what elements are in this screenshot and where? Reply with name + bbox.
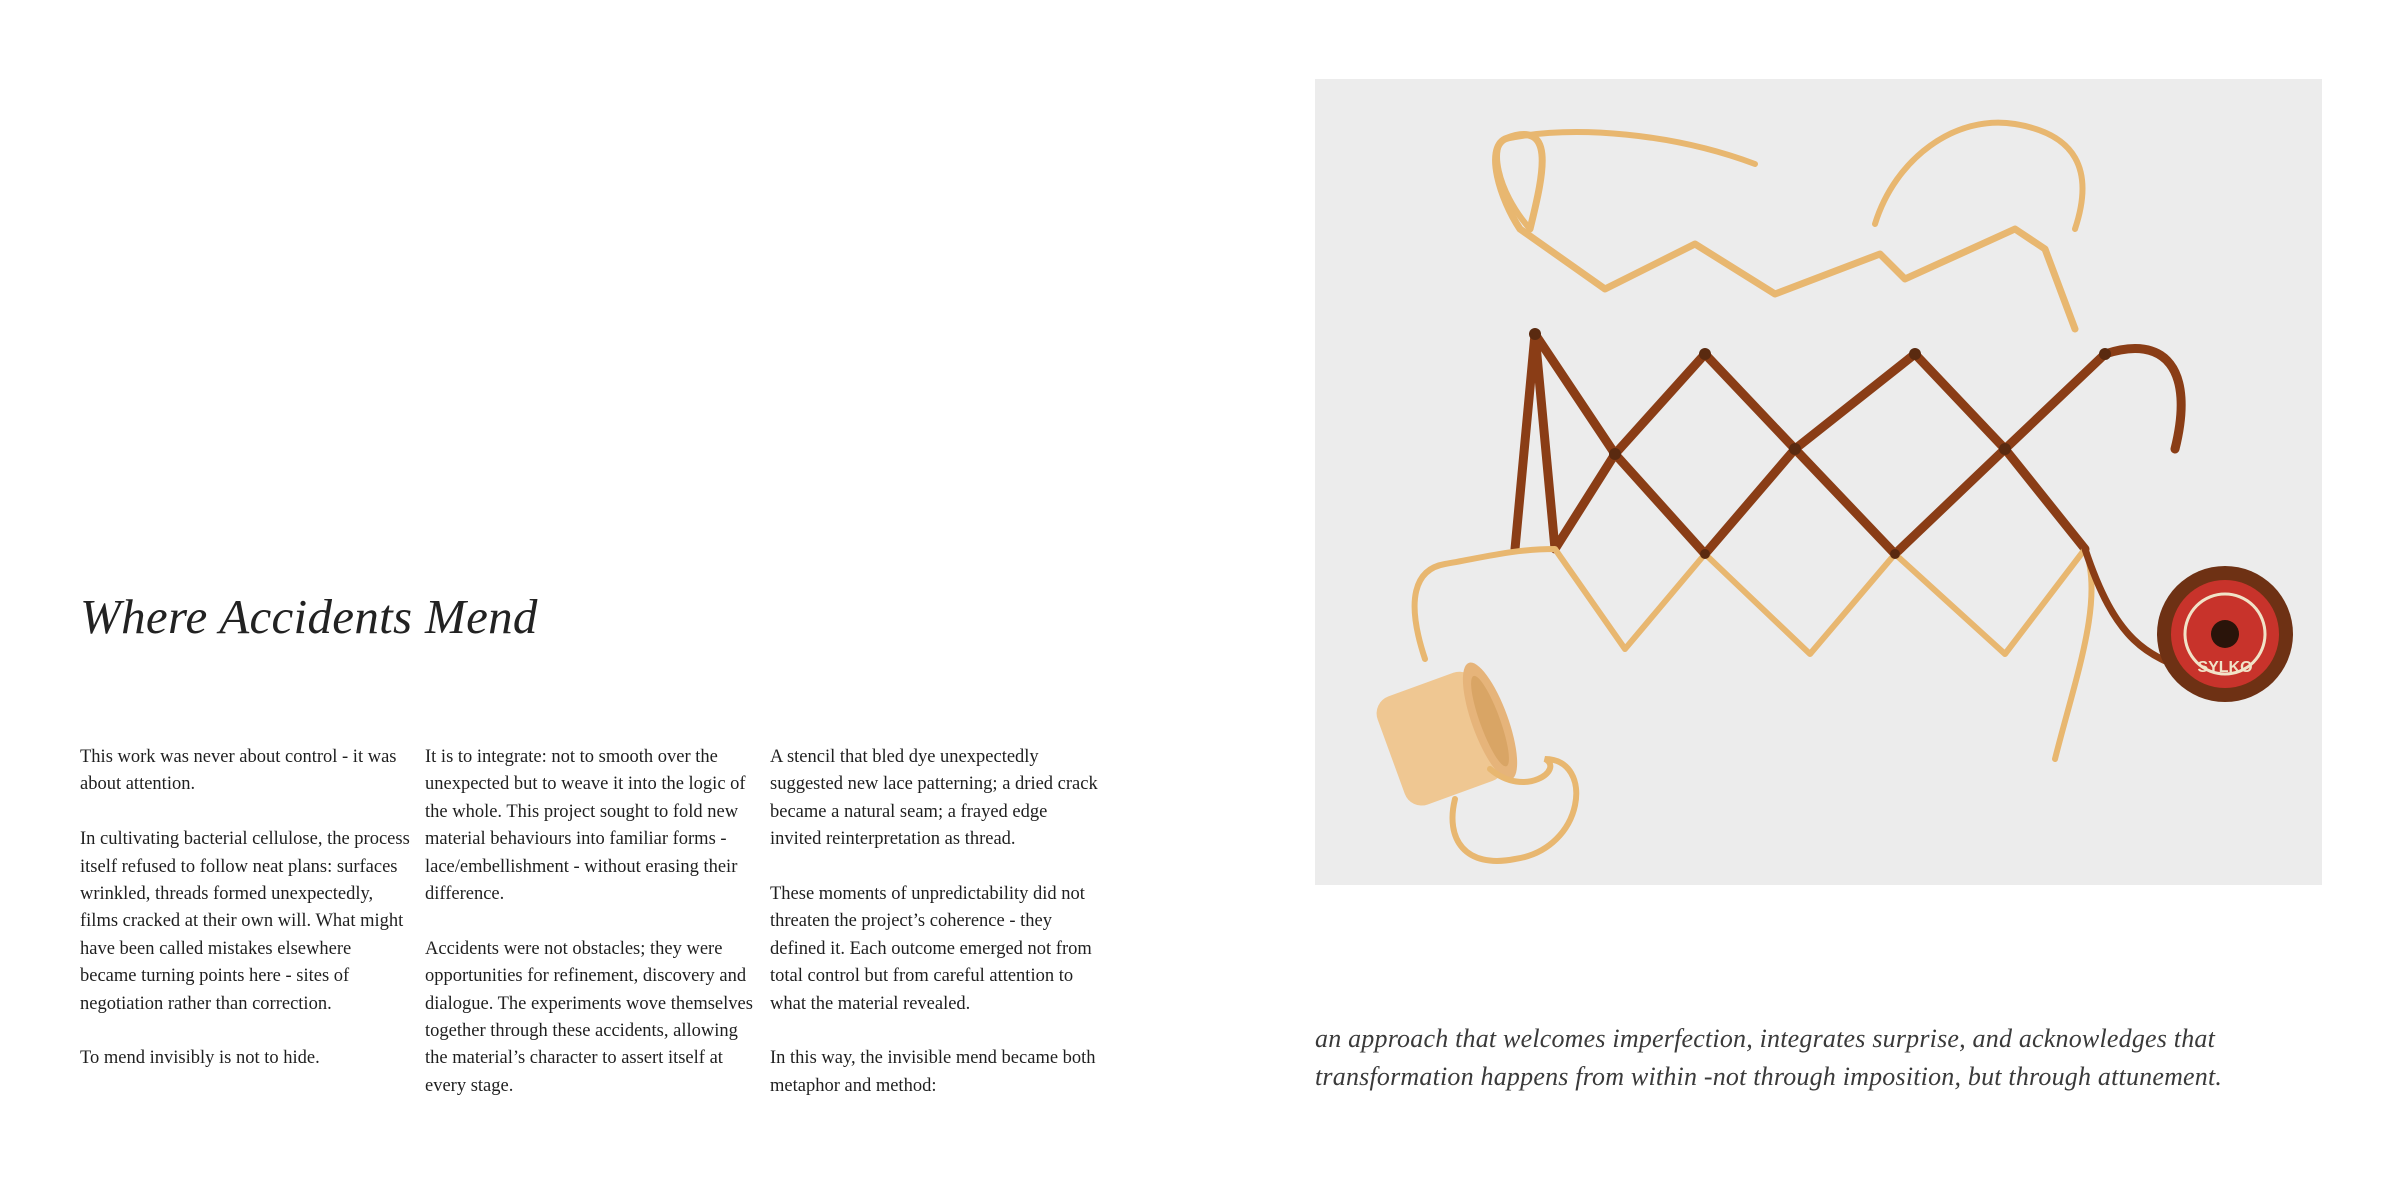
- bead: [1890, 549, 1900, 559]
- caption: [1315, 1020, 2355, 1096]
- paragraph: Accidents were not obstacles; they were opportunities for refinement, discovery and dialogue. The experiments wove themselves together through these accidents, allowing the material’s character to assert itself at every stage.: [425, 938, 753, 1096]
- spool-label-text: SYLKO: [2197, 659, 2253, 676]
- lace-illustration: [1315, 79, 2322, 885]
- bead: [1789, 443, 1801, 455]
- dark-thread-lattice: [1515, 334, 2181, 554]
- text-column-1: [80, 744, 410, 1100]
- page-title: Where Accidents Mend: [80, 589, 538, 644]
- spool-hole: [2211, 620, 2239, 648]
- paragraph: To mend invisibly is not to hide.: [80, 1048, 320, 1069]
- caption-line-2: transformation happens from within -not through imposition, but through attunement.: [1315, 1062, 2223, 1091]
- bead: [1700, 549, 1710, 559]
- text-column-3: [770, 744, 1100, 1128]
- bead: [2099, 348, 2111, 360]
- light-thread-lower: [1415, 549, 2092, 759]
- paragraph: In cultivating bacterial cellulose, the process itself refused to follow neat plans: surfaces wrinkled, threads formed unexpectedly, films cracked at their own will. What might have been called mistakes elsewhere became turning points here - sites of negotiation rather than correction.: [80, 829, 410, 1014]
- paragraph: It is to integrate: not to smooth over the unexpected but to weave it into the logic of the whole. This project sought to fold new material behaviours into familiar forms - lace/embellishment - without erasing their difference.: [425, 747, 746, 905]
- bead: [1699, 348, 1711, 360]
- text-column-2: [425, 744, 755, 1128]
- bead: [1609, 448, 1621, 460]
- paragraph: In this way, the invisible mend became both metaphor and method:: [770, 1048, 1096, 1096]
- light-thread-loop-right: [1875, 123, 2083, 229]
- bead: [1529, 328, 1541, 340]
- caption-line-1: an approach that welcomes imperfection, integrates surprise, and acknowledges that: [1315, 1024, 2216, 1053]
- paragraph: These moments of unpredictability did not threaten the project’s coherence - they defined it. Each outcome emerged not from total control but from careful attention to what the material revealed.: [770, 884, 1092, 1014]
- light-spool: [1370, 657, 1528, 816]
- light-thread-upper: [1496, 135, 2075, 329]
- beads: [1529, 328, 2111, 559]
- lace-photograph: [1315, 79, 2322, 885]
- dark-spool: [2157, 566, 2293, 702]
- paragraph: A stencil that bled dye unexpectedly suggested new lace patterning; a dried crack became a natural seam; a frayed edge invited reinterpretation as thread.: [770, 747, 1098, 850]
- paragraph: This work was never about control - it was about attention.: [80, 747, 397, 795]
- bead: [1909, 348, 1921, 360]
- bead: [1999, 443, 2011, 455]
